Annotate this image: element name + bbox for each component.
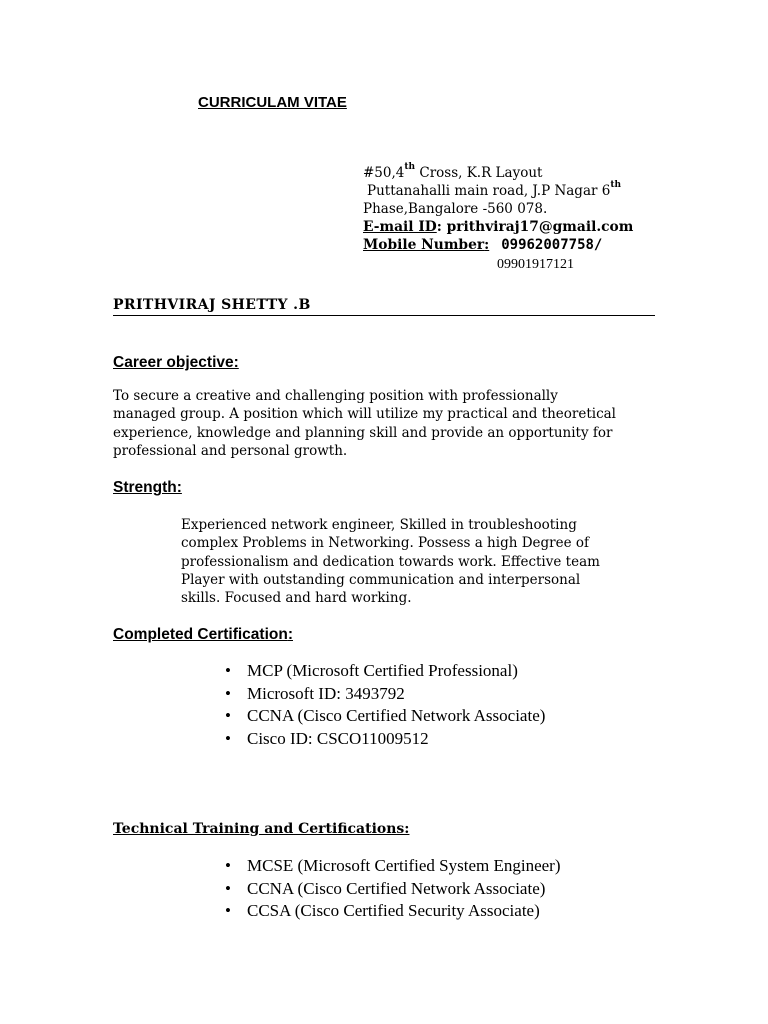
list-item [225,728,545,751]
bullet-icon: • [225,683,231,703]
strength-line: skills. Focused and hard working. [181,590,412,607]
list-item-text: MCP (Microsoft Certified Professional) [247,661,518,680]
mobile-number-secondary: 09901917121 [497,257,574,272]
mobile-row [363,237,602,253]
email-value: : prithviraj17@gmail.com [436,219,634,235]
list-item [225,660,545,683]
address-line-2 [367,180,622,199]
document-title: CURRICULAM VITAE [198,94,347,111]
career-line: professional and personal growth. [113,442,348,459]
technical-training-heading: Technical Training and Certifications: [113,821,410,837]
completed-certification-heading [113,626,293,644]
list-item-text: CCNA (Cisco Certified Network Associate) [247,878,546,898]
bullet-icon: • [225,878,231,898]
career-line: To secure a creative and challenging position with professionally [113,388,558,404]
list-item-text: CCNA (Cisco Certified Network Associate) [247,706,546,725]
mobile-number-primary: 09962007758/ [501,237,603,253]
email-label: E-mail ID [363,219,437,235]
completed-certification-list [225,660,545,750]
address-line-1-text: #50,4 [363,165,405,181]
list-item-text: Microsoft ID: 3493792 [247,683,405,703]
strength-line: Player with outstanding communication and interpersonal [181,571,581,588]
completed-certification-heading-colon: : [287,626,293,643]
career-objective-text [113,387,673,460]
list-item-text: CCSA (Cisco Certified Security Associate) [247,901,540,920]
strength-heading: Strength: [113,479,182,496]
address-line-2-text: Puttanahalli main road, J.P Nagar 6 [367,183,611,199]
strength-line: professionalism and dedication towards work. Effective team [181,553,600,570]
address-line-2-superscript: th [610,180,622,190]
career-line: experience, knowledge and planning skill and provide an opportunity for [113,424,613,441]
address-line-1 [363,162,543,181]
list-item [225,683,545,706]
career-objective-heading: Career objective: [113,354,239,371]
career-line: managed group. A position which will utilize my practical and theoretical [113,406,617,423]
bullet-icon: • [225,706,231,725]
strength-line: Experienced network engineer, Skilled in troubleshooting [181,517,577,533]
bullet-icon: • [225,728,231,748]
list-item [225,878,561,901]
list-item-text: MCSE (Microsoft Certified System Engineer) [247,856,561,875]
mobile-label: Mobile Number [363,237,485,253]
address-line-1-suffix: Cross, K.R Layout [415,165,543,181]
address-line-3: Phase,Bangalore -560 078. [363,201,548,217]
list-item [225,705,545,728]
email-row [363,219,633,235]
bullet-icon: • [225,901,231,920]
bullet-icon: • [225,856,231,875]
strength-line: complex Problems in Networking. Possess a high Degree of [181,535,589,552]
list-item-text: Cisco ID: CSCO11009512 [247,728,429,748]
name-divider [113,315,655,316]
address-line-1-superscript: th [404,162,416,172]
completed-certification-heading-text: Completed Certification [113,626,288,643]
strength-text [181,516,661,607]
bullet-icon: • [225,661,231,680]
candidate-name: PRITHVIRAJ SHETTY .B [113,297,311,313]
technical-training-list [225,855,561,923]
list-item [225,900,561,923]
mobile-colon: : [484,237,490,253]
list-item [225,855,561,878]
